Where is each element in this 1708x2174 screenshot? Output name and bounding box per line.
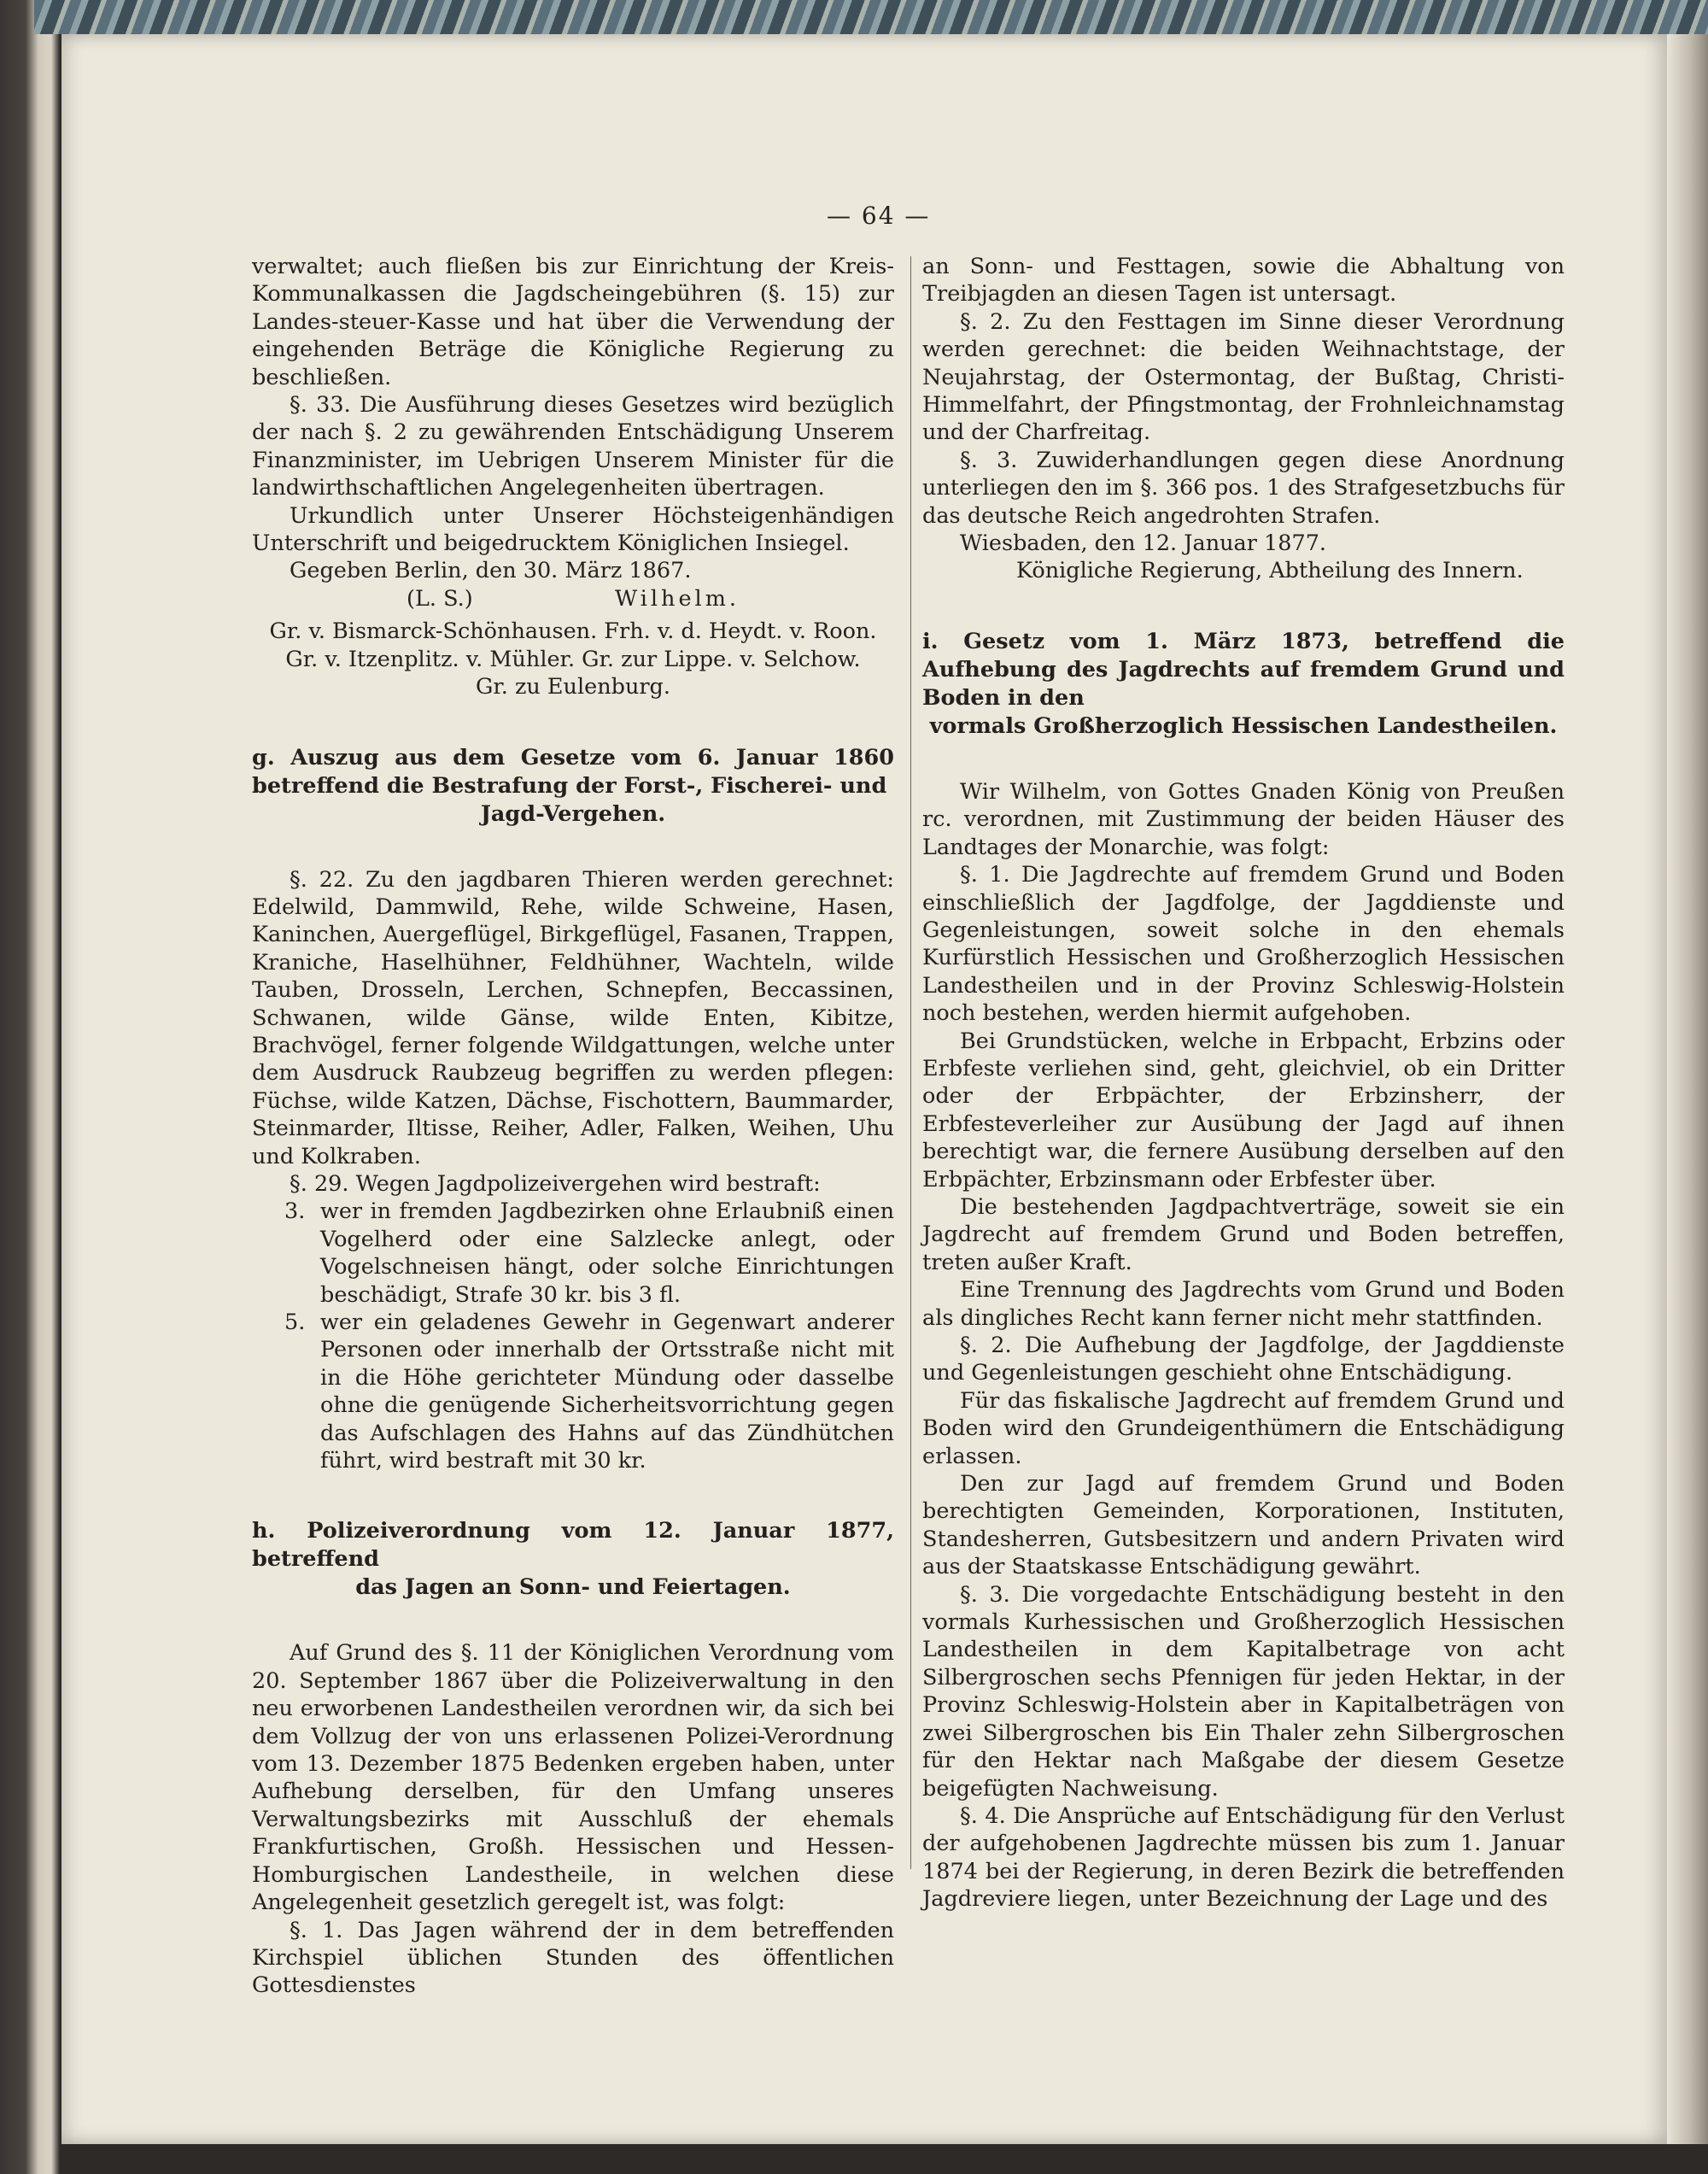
section-heading-g [252,744,894,829]
right-column [922,253,1565,1913]
heading-text: i. Gesetz vom 1. März 1873, betreffend die Aufhebung des Jagdrechts auf fremdem Grund und Boden in den [922,628,1565,711]
list-item [252,1198,894,1309]
paragraph: §. 22. Zu den jagdbaren Thieren werden gerechnet: Edelwild, Dammwild, Rehe, wilde Schweine, Hasen, Kaninchen, Auergeflügel, Birkgeflügel, Fasanen, Trappen, Kraniche, Haselhühner, Feldhühner, Wachteln, wilde Tauben, Drosseln, Lerchen, Schnepfen, Beccassinen, Schwanen, wilde Gänse, wilde Enten, Kibitze, Brachvögel, ferner folgende Wildgattungen, welche unter dem Ausdruck Raubzeug begriffen zu werden pflegen: Füchse, wilde Katzen, Dächse, Fischottern, Baummarder, Steinmarder, Iltisse, Reiher, Adler, Falken, Weihen, Uhu und Kolkraben. [252,866,894,1169]
co-signers [252,618,894,700]
heading-text: das Jagen an Sonn- und Feiertagen. [355,1574,791,1601]
king-name: Wilhelm. [614,585,740,612]
item-text: wer ein geladenes Gewehr in Gegenwart anderer Personen oder innerhalb der Ortsstraße nicht mit in die Höhe gerichteter Mündung oder dasselbe ohne die genügende Sicherheitsvorrichtung gegen das Aufschlagen des Hahns auf das Zündhütchen führt, wird bestraft mit 30 kr. [320,1310,894,1474]
paragraph: §. 29. Wegen Jagdpolizeivergehen wird bestraft: [290,1170,821,1197]
heading-text: vormals Großherzoglich Hessischen Landestheilen. [929,712,1558,739]
signer-line: Gr. v. Itzenplitz. v. Mühler. Gr. zur Lippe. v. Selchow. [285,646,861,672]
column-divider [910,256,911,1869]
paragraph: §. 3. Die vorgedachte Entschädigung besteht in den vormals Kurhessischen und Großherzoglich Hessischen Landestheilen in dem Kapitalbetrage von acht Silbergroschen sechs Pfennigen für jeden Hektar, in der Provinz Schleswig-Holstein aber in Kapitalbeträgen von zwei Silbergroschen bis Ein Thaler zehn Silbergroschen für den Hektar nach Maßgabe der diesem Gesetze beigefügten Nachweisung. [922,1581,1565,1802]
paragraph: §. 33. Die Ausführung dieses Gesetzes wird bezüglich der nach §. 2 zu gewährenden Entschädigung Unserem Finanzminister, im Uebrigen Unserem Minister für die landwirthschaftlichen Angelegenheiten übertragen. [252,392,894,501]
left-column [252,253,894,2000]
paragraph: Auf Grund des §. 11 der Königlichen Verordnung vom 20. September 1867 über die Polizeiverwaltung in den neu erworbenen Landestheilen verordnen wir, da sich bei dem Vollzug der von uns erlassenen Polizei-Verordnung vom 13. Dezember 1875 Bedenken ergeben haben, unter Aufhebung derselben, für den Umfang unseres Verwaltungsbezirks mit Ausschluß der ehemals Frankfurtischen, Großh. Hessischen und Hessen-Homburgischen Landestheile, in welchen diese Angelegenheit gesetzlich geregelt ist, was folgt: [252,1640,894,1916]
paragraph: Für das fiskalische Jagdrecht auf fremdem Grund und Boden wird den Grundeigenthümern die Entschädigung erlassen. [922,1387,1565,1469]
paragraph: §. 1. Das Jagen während der in dem betreffenden Kirchspiel üblichen Stunden des öffentlichen Gottesdienstes [252,1917,894,1999]
paragraph: Urkundlich unter Unserer Höchsteigenhändigen Unterschrift und beigedrucktem Königlichen Insiegel. [252,502,894,557]
date-line: Gegeben Berlin, den 30. März 1867. [290,558,692,584]
list-item [252,1309,894,1474]
heading-text: Jagd-Vergehen. [480,800,666,827]
book-cover-edge [34,0,1708,34]
paragraph: Die bestehenden Jagdpachtverträge, soweit sie ein Jagdrecht auf fremdem Grund und Boden betreffen, treten außer Kraft. [922,1193,1565,1275]
signature-line [252,585,894,612]
paragraph: §. 2. Die Aufhebung der Jagdfolge, der Jagddienste und Gegenleistungen geschieht ohne Entschädigung. [922,1333,1565,1386]
seal-mark: (L. S.) [407,585,473,612]
heading-text: g. Auszug aus dem Gesetze vom 6. Januar 1860 betreffend die Bestrafung der Forst-, Fischerei- und [252,744,894,799]
page-edge [1667,34,1708,2144]
paragraph: Bei Grundstücken, welche in Erbpacht, Erbzins oder Erbfeste verliehen sind, geht, gleichviel, ob ein Dritter oder der Erbpächter, der Erbzinsherr, der Erbfesteverleiher zur Ausübung der Jagd auf ihnen berechtigt war, die fernere Ausübung derselben auf den Erbpächter, Erbzinsmann oder Erbfester über. [922,1028,1565,1192]
signer-line: Gr. zu Eulenburg. [475,674,670,700]
date-line: Wiesbaden, den 12. Januar 1877. [960,530,1327,557]
heading-text: h. Polizeiverordnung vom 12. Januar 1877, betreffend [252,1518,894,1573]
paragraph: Den zur Jagd auf fremdem Grund und Boden berechtigten Gemeinden, Korporationen, Instituten, Standesherren, Gutsbesitzern und andern Privaten wird aus der Staatskasse Entschädigung gewährt. [922,1471,1565,1580]
item-number: 3. [284,1198,306,1225]
signer-line: Gr. v. Bismarck-Schönhausen. Frh. v. d. Heydt. v. Roon. [269,618,877,645]
authority-line: Königliche Regierung, Abtheilung des Innern. [1016,558,1524,584]
section-heading-h [252,1517,894,1602]
paragraph: verwaltet; auch fließen bis zur Einrichtung der Kreis-Kommunalkassen die Jagdscheingebühren (§. 15) zur Landes-steuer-Kasse und hat über die Verwendung der eingehenden Beträge die Königliche Regierung zu beschließen. [252,254,894,390]
item-text: wer in fremden Jagdbezirken ohne Erlaubniß einen Vogelherd oder eine Salzlecke anlegt, oder Vogelschneisen hängt, oder solche Einrichtungen beschädigt, Strafe 30 kr. bis 3 fl. [320,1198,894,1308]
paragraph: §. 3. Zuwiderhandlungen gegen diese Anordnung unterliegen den im §. 366 pos. 1 des Strafgesetzbuchs für das deutsche Reich angedrohten Strafen. [922,447,1565,529]
paragraph: §. 1. Die Jagdrechte auf fremdem Grund und Boden einschließlich der Jagdfolge, der Jagddienste und Gegenleistungen, soweit solche in den ehemals Kurfürstlich Hessischen und Großherzoglich Hessischen Landestheilen und in der Provinz Schleswig-Holstein noch bestehen, werden hiermit aufgehoben. [922,862,1565,1027]
paragraph: Wir Wilhelm, von Gottes Gnaden König von Preußen rc. verordnen, mit Zustimmung der beiden Häuser des Landtages der Monarchie, was folgt: [922,778,1565,860]
paragraph: an Sonn- und Festtagen, sowie die Abhaltung von Treibjagden an diesen Tagen ist untersagt. [922,254,1565,308]
section-heading-i [922,628,1565,741]
paragraph: §. 2. Zu den Festtagen im Sinne dieser Verordnung werden gerechnet: die beiden Weihnachtstage, der Neujahrstag, der Ostermontag, der Bußtag, Christi-Himmelfahrt, der Pfingstmontag, der Frohnleichnamstag und der Charfreitag. [922,308,1565,446]
item-number: 5. [284,1310,306,1335]
page-number: — 64 — [827,202,931,230]
paragraph: Eine Trennung des Jagdrechts vom Grund und Boden als dingliches Recht kann ferner nicht mehr stattfinden. [922,1277,1565,1331]
paragraph: §. 4. Die Ansprüche auf Entschädigung für den Verlust der aufgehobenen Jagdrechte müssen bis zum 1. Januar 1874 bei der Regierung, in deren Bezirk die betreffenden Jagdreviere liegen, unter Bezeichnung der Lage und des [922,1802,1565,1913]
